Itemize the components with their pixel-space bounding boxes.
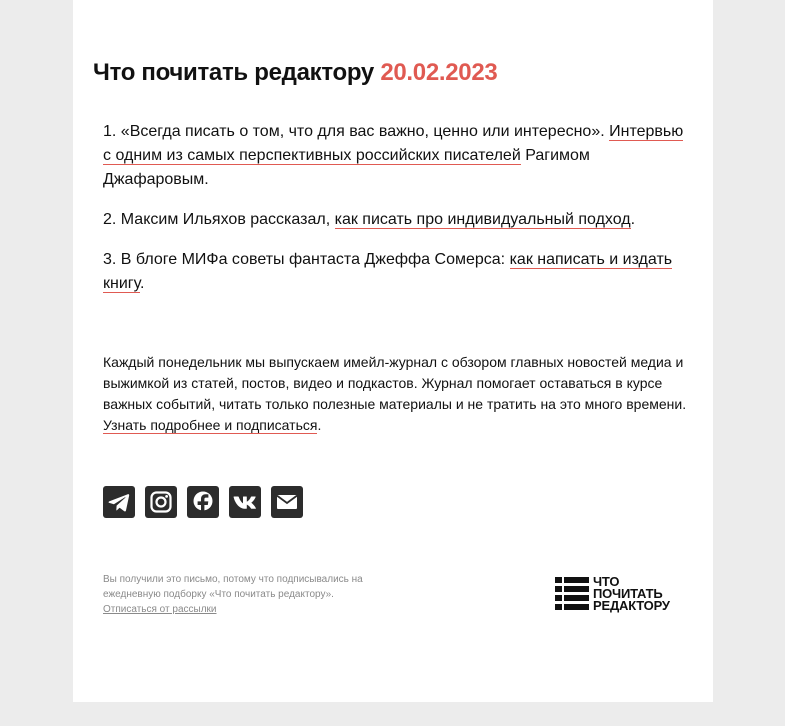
list-item [103, 208, 693, 232]
logo-line: РЕДАКТОРУ [593, 598, 670, 613]
footer-note [103, 572, 403, 617]
about-text-end: . [317, 417, 322, 433]
logo-text [593, 576, 670, 612]
logo-bars-icon [555, 576, 589, 610]
instagram-icon[interactable] [145, 486, 177, 518]
social-links [103, 486, 303, 518]
subscribe-link[interactable]: Узнать подробнее и подписаться [103, 417, 318, 433]
vk-icon[interactable] [229, 486, 261, 518]
issue-date: 20.02.2023 [380, 59, 498, 86]
about-paragraph [103, 352, 693, 436]
list-item [103, 248, 693, 296]
list-item [103, 120, 693, 192]
facebook-icon[interactable] [187, 486, 219, 518]
item-text: . [630, 211, 636, 228]
telegram-icon[interactable] [103, 486, 135, 518]
email-card [73, 0, 713, 702]
brand-logo[interactable] [555, 576, 670, 612]
logo-line: ПОЧИТАТЬ [593, 586, 663, 601]
item-text: 2. Максим Ильяхов рассказал, [103, 211, 335, 228]
page-title [93, 57, 497, 89]
article-list [103, 120, 693, 312]
article-link-interview[interactable]: Интервью с одним из самых перспективных российских писателей [103, 123, 684, 164]
footer-note-text: Вы получили это письмо, потому что подписывались на ежедневную подборку «Что почитать редактору». [103, 574, 363, 600]
email-icon[interactable] [271, 486, 303, 518]
item-text: 1. «Всегда писать о том, что для вас важно, ценно или интересно». [103, 123, 610, 140]
unsubscribe-link[interactable]: Отписаться от рассылки [103, 604, 217, 615]
logo-line: ЧТО [593, 574, 620, 589]
about-text: Каждый понедельник мы выпускаем имейл-журнал с обзором главных новостей медиа и выжимкой из статей, постов, видео и подкастов. Журнал помогает оставаться в курсе важных событий, читать только полезные материалы и не тратить на это много времени. [103, 354, 687, 412]
item-text: 3. В блоге МИФа советы фантаста Джеффа Сомерса: [103, 251, 510, 268]
item-text: Рагимом Джафаровым. [103, 147, 590, 188]
title-text: Что почитать редактору [93, 59, 374, 86]
article-link-book[interactable]: как написать и издать книгу [103, 251, 673, 292]
article-link-approach[interactable]: как писать про индивидуальный подход [334, 211, 631, 228]
item-text: . [140, 275, 145, 292]
